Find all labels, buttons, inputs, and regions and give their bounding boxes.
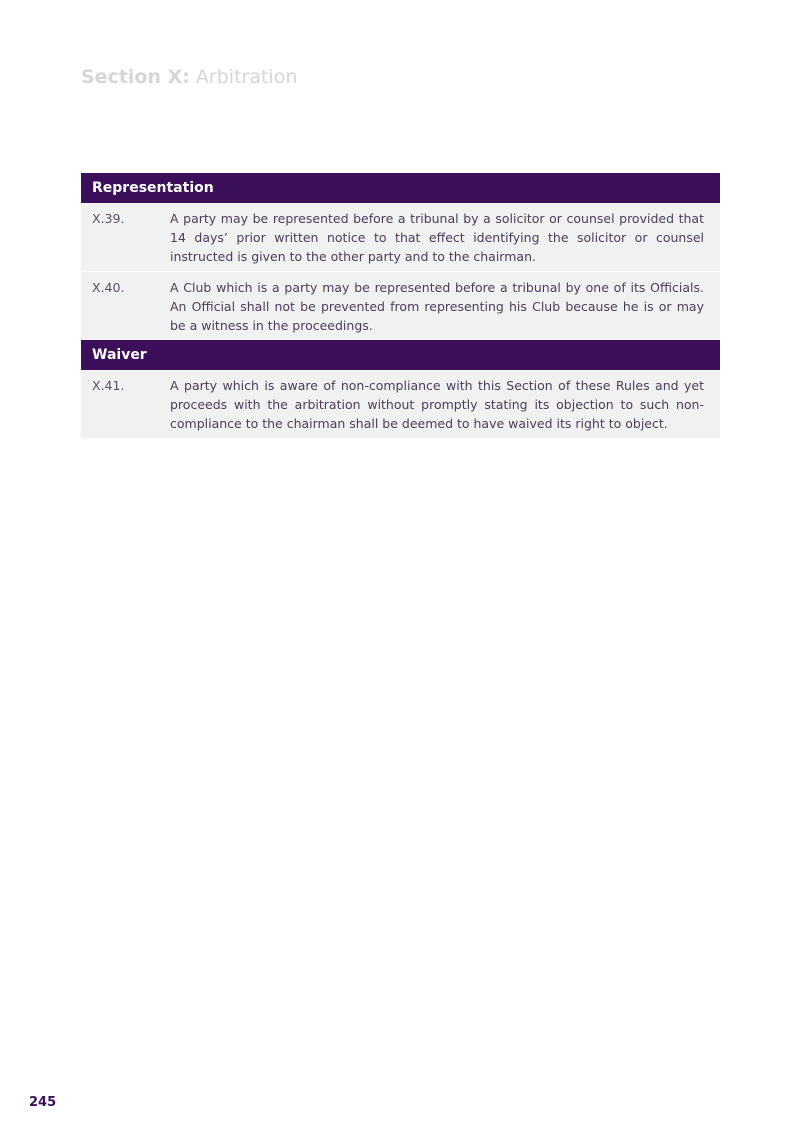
rule-text: A party which is aware of non-compliance with this Section of these Rules and yet proceeds with the arbitration without promptly stating its objection to such non-compliance to the chairman shall be deemed to have waived its right to object. [170, 378, 704, 431]
rule-number: X.39. [92, 211, 125, 226]
rule-number: X.41. [92, 378, 125, 393]
rule-row [81, 203, 720, 271]
rule-row [81, 271, 720, 340]
rule-row [81, 370, 720, 438]
section-label: Section X: [81, 66, 190, 88]
page-number: 245 [29, 1095, 57, 1110]
rule-text: A party may be represented before a tribunal by a solicitor or counsel provided that 14 days’ prior written notice to that effect identifying the solicitor or counsel instructed is given to the other party and to the chairman. [170, 211, 704, 264]
section-title: Arbitration [195, 66, 298, 88]
section-heading-waiver: Waiver [81, 340, 720, 370]
rules-table [81, 173, 720, 438]
rule-number: X.40. [92, 280, 125, 295]
page-header [81, 64, 297, 90]
section-heading-representation: Representation [81, 173, 720, 203]
rule-text: A Club which is a party may be represented before a tribunal by one of its Officials. An Official shall not be prevented from representing his Club because he is or may be a witness in the proceedings. [170, 280, 704, 333]
